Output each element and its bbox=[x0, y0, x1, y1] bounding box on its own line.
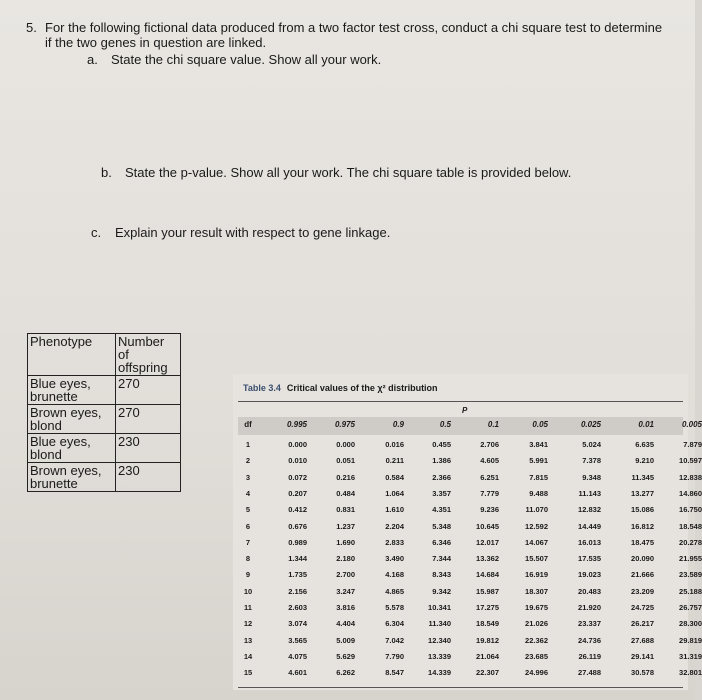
p-column-header: 0.1 bbox=[487, 420, 499, 429]
critical-value-cell: 4.601 bbox=[288, 668, 307, 678]
critical-value-cell: 14.339 bbox=[428, 668, 451, 678]
critical-value-cell: 12.832 bbox=[578, 505, 601, 515]
df-cell: 11 bbox=[244, 603, 252, 612]
critical-value-cell: 15.086 bbox=[631, 505, 654, 515]
part-c-label: c. bbox=[91, 225, 102, 240]
critical-value-cell: 23.209 bbox=[631, 586, 654, 596]
critical-value-cell: 8.343 bbox=[432, 570, 451, 580]
critical-value-cell: 0.676 bbox=[288, 521, 307, 531]
critical-value-cell: 3.565 bbox=[288, 635, 307, 645]
critical-value-cell: 21.666 bbox=[631, 570, 654, 580]
critical-value-cell: 6.635 bbox=[635, 440, 654, 449]
critical-value-cell: 14.449 bbox=[578, 521, 601, 531]
table-row bbox=[233, 456, 702, 471]
critical-value-cell: 6.262 bbox=[336, 668, 355, 678]
divider bbox=[238, 687, 683, 688]
p-column-header: 0.005 bbox=[681, 420, 702, 429]
critical-value-cell: 7.790 bbox=[385, 651, 404, 661]
critical-value-cell: 0.831 bbox=[336, 505, 355, 515]
p-column-header: 0.5 bbox=[439, 420, 451, 429]
critical-value-cell: 6.346 bbox=[432, 537, 451, 547]
critical-value-cell: 1.237 bbox=[336, 521, 355, 531]
critical-value-cell: 4.404 bbox=[336, 619, 355, 629]
critical-value-cell: 27.688 bbox=[631, 635, 654, 645]
df-cell: 12 bbox=[243, 619, 253, 629]
critical-value-cell: 12.340 bbox=[428, 635, 451, 645]
critical-value-cell: 13.277 bbox=[631, 488, 654, 498]
df-cell: 1 bbox=[245, 440, 251, 449]
part-a-text: State the chi square value. Show all your work. bbox=[111, 52, 382, 67]
critical-value-cell: 20.483 bbox=[578, 586, 601, 596]
critical-value-cell: 30.578 bbox=[631, 668, 654, 678]
table-row bbox=[233, 603, 702, 618]
critical-value-cell: 22.362 bbox=[525, 635, 548, 645]
count-cell: 230 bbox=[116, 434, 181, 463]
critical-value-cell: 3.841 bbox=[529, 440, 548, 449]
critical-value-cell: 23.337 bbox=[578, 619, 601, 629]
critical-value-cell: 2.700 bbox=[336, 570, 355, 580]
p-column-header: 0.025 bbox=[580, 420, 601, 429]
critical-value-cell: 5.348 bbox=[432, 521, 451, 531]
table-row bbox=[233, 651, 702, 667]
critical-value-cell: 0.455 bbox=[432, 440, 451, 449]
critical-value-cell: 10.645 bbox=[476, 521, 499, 531]
critical-value-cell: 0.412 bbox=[288, 505, 307, 515]
critical-value-cell: 32.801 bbox=[679, 668, 702, 678]
critical-value-cell: 11.340 bbox=[428, 619, 451, 629]
critical-value-cell: 4.168 bbox=[385, 570, 404, 580]
critical-value-cell: 22.307 bbox=[476, 668, 499, 678]
p-column-header: 0.975 bbox=[334, 420, 355, 429]
critical-value-cell: 24.996 bbox=[525, 668, 548, 678]
critical-value-cell: 0.010 bbox=[288, 456, 307, 466]
critical-value-cell: 23.685 bbox=[525, 651, 548, 661]
table-row bbox=[233, 488, 702, 504]
chi-square-table bbox=[233, 374, 702, 690]
critical-value-cell: 16.812 bbox=[631, 521, 654, 531]
df-header: df bbox=[244, 420, 252, 429]
critical-value-cell: 3.074 bbox=[288, 619, 307, 629]
critical-value-cell: 5.009 bbox=[336, 635, 355, 645]
critical-value-cell: 21.064 bbox=[476, 651, 499, 661]
critical-value-cell: 29.819 bbox=[679, 635, 702, 645]
critical-value-cell: 1.064 bbox=[385, 488, 404, 498]
critical-value-cell: 0.072 bbox=[288, 472, 307, 482]
critical-value-cell: 18.549 bbox=[476, 619, 499, 629]
critical-value-cell: 19.675 bbox=[525, 603, 548, 612]
critical-value-cell: 20.090 bbox=[631, 554, 654, 564]
critical-value-cell: 9.348 bbox=[582, 472, 601, 482]
critical-value-cell: 7.042 bbox=[385, 635, 404, 645]
critical-value-cell: 21.955 bbox=[679, 554, 702, 564]
critical-value-cell: 0.484 bbox=[336, 488, 355, 498]
critical-value-cell: 13.339 bbox=[428, 651, 451, 661]
critical-value-cell: 17.275 bbox=[476, 603, 499, 612]
table-row bbox=[233, 505, 702, 520]
phenotype-cell: Brown eyes, brunette bbox=[28, 463, 116, 492]
critical-value-cell: 3.247 bbox=[336, 586, 355, 596]
critical-value-cell: 7.344 bbox=[432, 554, 451, 564]
critical-value-cell: 9.236 bbox=[480, 505, 499, 515]
critical-value-cell: 24.736 bbox=[578, 635, 601, 645]
df-cell: 4 bbox=[245, 488, 251, 498]
critical-value-cell: 11.143 bbox=[578, 488, 601, 498]
critical-value-cell: 17.535 bbox=[578, 554, 601, 564]
critical-value-cell: 11.345 bbox=[631, 472, 654, 482]
critical-value-cell: 7.879 bbox=[683, 440, 702, 449]
part-a bbox=[87, 52, 381, 67]
critical-value-cell: 2.603 bbox=[288, 603, 307, 612]
table-row bbox=[233, 472, 702, 488]
critical-value-cell: 29.141 bbox=[631, 651, 654, 661]
critical-value-cell: 0.207 bbox=[288, 488, 307, 498]
critical-value-cell: 15.507 bbox=[525, 554, 548, 564]
table-row bbox=[28, 463, 181, 492]
critical-value-cell: 19.023 bbox=[578, 570, 601, 580]
critical-value-cell: 24.725 bbox=[631, 603, 654, 612]
count-cell: 270 bbox=[116, 376, 181, 405]
critical-value-cell: 0.000 bbox=[288, 440, 307, 449]
critical-value-cell: 16.919 bbox=[525, 570, 548, 580]
table-row bbox=[233, 570, 702, 585]
question-prompt: For the following fictional data produced from a two factor test cross, conduct a chi square test to determine if the two genes in question are linked. bbox=[45, 20, 663, 50]
question-number: 5. bbox=[26, 20, 37, 35]
critical-value-cell: 25.188 bbox=[679, 586, 702, 596]
critical-value-cell: 5.024 bbox=[582, 440, 601, 449]
critical-value-cell: 7.779 bbox=[480, 488, 499, 498]
df-cell: 10 bbox=[243, 586, 253, 596]
critical-value-cell: 0.216 bbox=[336, 472, 355, 482]
critical-value-cell: 31.319 bbox=[679, 651, 702, 661]
df-cell: 8 bbox=[245, 554, 251, 564]
df-cell: 7 bbox=[245, 537, 251, 547]
p-column-header: 0.05 bbox=[532, 420, 548, 429]
critical-value-cell: 2.366 bbox=[432, 472, 451, 482]
df-cell: 15 bbox=[243, 668, 253, 678]
critical-value-cell: 21.920 bbox=[578, 603, 601, 612]
critical-value-cell: 1.690 bbox=[336, 537, 355, 547]
critical-value-cell: 16.750 bbox=[679, 505, 702, 515]
part-c bbox=[91, 225, 390, 240]
phenotype-table bbox=[27, 333, 181, 492]
critical-value-cell: 0.584 bbox=[385, 472, 404, 482]
phenotype-header: Phenotype bbox=[28, 334, 116, 376]
critical-value-cell: 23.589 bbox=[679, 570, 702, 580]
df-cell: 2 bbox=[245, 456, 251, 466]
critical-value-cell: 6.304 bbox=[385, 619, 404, 629]
critical-value-cell: 9.210 bbox=[635, 456, 654, 466]
part-b-label: b. bbox=[101, 165, 112, 180]
table-row bbox=[233, 521, 702, 537]
p-column-header: 0.01 bbox=[638, 420, 654, 429]
part-c-text: Explain your result with respect to gene linkage. bbox=[115, 225, 391, 240]
table-row bbox=[233, 537, 702, 553]
critical-value-cell: 21.026 bbox=[525, 619, 548, 629]
critical-value-cell: 28.300 bbox=[679, 619, 702, 629]
table-row bbox=[233, 554, 702, 569]
critical-value-cell: 9.342 bbox=[432, 586, 451, 596]
table-row bbox=[28, 434, 181, 463]
critical-value-cell: 14.860 bbox=[679, 488, 702, 498]
critical-value-cell: 10.341 bbox=[428, 603, 451, 612]
critical-value-cell: 15.987 bbox=[476, 586, 499, 596]
critical-value-cell: 26.757 bbox=[679, 603, 702, 612]
critical-value-cell: 19.812 bbox=[476, 635, 499, 645]
critical-value-cell: 7.815 bbox=[529, 472, 548, 482]
phenotype-cell: Blue eyes, brunette bbox=[28, 376, 116, 405]
part-b bbox=[101, 165, 571, 180]
table-row bbox=[233, 668, 702, 683]
critical-value-cell: 14.684 bbox=[476, 570, 499, 580]
critical-value-cell: 2.156 bbox=[288, 586, 307, 596]
critical-value-cell: 5.629 bbox=[336, 651, 355, 661]
critical-value-cell: 6.251 bbox=[480, 472, 499, 482]
critical-value-cell: 3.357 bbox=[432, 488, 451, 498]
critical-value-cell: 27.488 bbox=[578, 668, 601, 678]
critical-value-cell: 4.075 bbox=[288, 651, 307, 661]
critical-value-cell: 4.605 bbox=[480, 456, 499, 466]
critical-value-cell: 0.211 bbox=[385, 456, 404, 466]
part-a-label: a. bbox=[87, 52, 98, 67]
critical-value-cell: 4.351 bbox=[432, 505, 451, 515]
table-row bbox=[233, 440, 702, 455]
df-cell: 5 bbox=[245, 505, 251, 515]
critical-value-cell: 7.378 bbox=[582, 456, 601, 466]
critical-value-cell: 12.592 bbox=[525, 521, 548, 531]
critical-value-cell: 3.490 bbox=[385, 554, 404, 564]
df-cell: 9 bbox=[245, 570, 251, 580]
critical-value-cell: 2.833 bbox=[385, 537, 404, 547]
critical-value-cell: 0.051 bbox=[336, 456, 355, 466]
critical-value-cell: 20.278 bbox=[679, 537, 702, 547]
critical-value-cell: 2.204 bbox=[385, 521, 404, 531]
phenotype-cell: Brown eyes, blond bbox=[28, 405, 116, 434]
critical-value-cell: 5.991 bbox=[529, 456, 548, 466]
table-row bbox=[28, 376, 181, 405]
critical-value-cell: 13.362 bbox=[476, 554, 499, 564]
critical-value-cell: 12.017 bbox=[476, 537, 499, 547]
critical-value-cell: 18.475 bbox=[631, 537, 654, 547]
critical-value-cell: 18.548 bbox=[679, 521, 702, 531]
p-column-header: 0.9 bbox=[392, 420, 404, 429]
part-b-text: State the p-value. Show all your work. The chi square table is provided below. bbox=[125, 165, 572, 180]
critical-value-cell: 3.816 bbox=[336, 603, 355, 612]
critical-value-cell: 1.386 bbox=[432, 456, 451, 466]
critical-value-cell: 1.610 bbox=[385, 505, 404, 515]
table-row bbox=[233, 619, 702, 634]
phenotype-header-row bbox=[28, 334, 181, 376]
df-cell: 14 bbox=[243, 651, 253, 661]
critical-value-cell: 26.217 bbox=[631, 619, 654, 629]
critical-value-cell: 16.013 bbox=[578, 537, 601, 547]
df-cell: 3 bbox=[245, 472, 251, 482]
critical-value-cell: 0.989 bbox=[288, 537, 307, 547]
count-cell: 270 bbox=[116, 405, 181, 434]
critical-value-cell: 8.547 bbox=[385, 668, 404, 678]
chi-table-caption: Critical values of the χ² distribution bbox=[286, 383, 438, 393]
table-row bbox=[233, 586, 702, 602]
critical-value-cell: 2.180 bbox=[336, 554, 355, 564]
p-column-header: 0.995 bbox=[286, 420, 307, 429]
critical-value-cell: 11.070 bbox=[525, 505, 548, 515]
chi-table-number: Table 3.4 bbox=[243, 383, 281, 393]
critical-value-cell: 9.488 bbox=[529, 488, 548, 498]
critical-value-cell: 4.865 bbox=[385, 586, 404, 596]
critical-value-cell: 1.735 bbox=[288, 570, 307, 580]
critical-value-cell: 1.344 bbox=[288, 554, 307, 564]
critical-value-cell: 0.016 bbox=[385, 440, 404, 449]
p-label: P bbox=[462, 406, 468, 415]
df-cell: 6 bbox=[245, 521, 251, 531]
critical-value-cell: 12.838 bbox=[679, 472, 702, 482]
critical-value-cell: 14.067 bbox=[525, 537, 548, 547]
offspring-header: Number of offspring bbox=[116, 334, 181, 376]
critical-value-cell: 5.578 bbox=[385, 603, 404, 612]
divider bbox=[238, 401, 683, 402]
phenotype-cell: Blue eyes, blond bbox=[28, 434, 116, 463]
df-cell: 13 bbox=[243, 635, 253, 645]
critical-value-cell: 26.119 bbox=[578, 651, 601, 661]
chi-header-row bbox=[238, 417, 702, 435]
chi-table-title bbox=[243, 383, 438, 393]
table-row bbox=[233, 635, 702, 651]
critical-value-cell: 0.000 bbox=[336, 440, 355, 449]
critical-value-cell: 2.706 bbox=[480, 440, 499, 449]
critical-value-cell: 18.307 bbox=[525, 586, 548, 596]
count-cell: 230 bbox=[116, 463, 181, 492]
critical-value-cell: 10.597 bbox=[679, 456, 702, 466]
table-row bbox=[28, 405, 181, 434]
